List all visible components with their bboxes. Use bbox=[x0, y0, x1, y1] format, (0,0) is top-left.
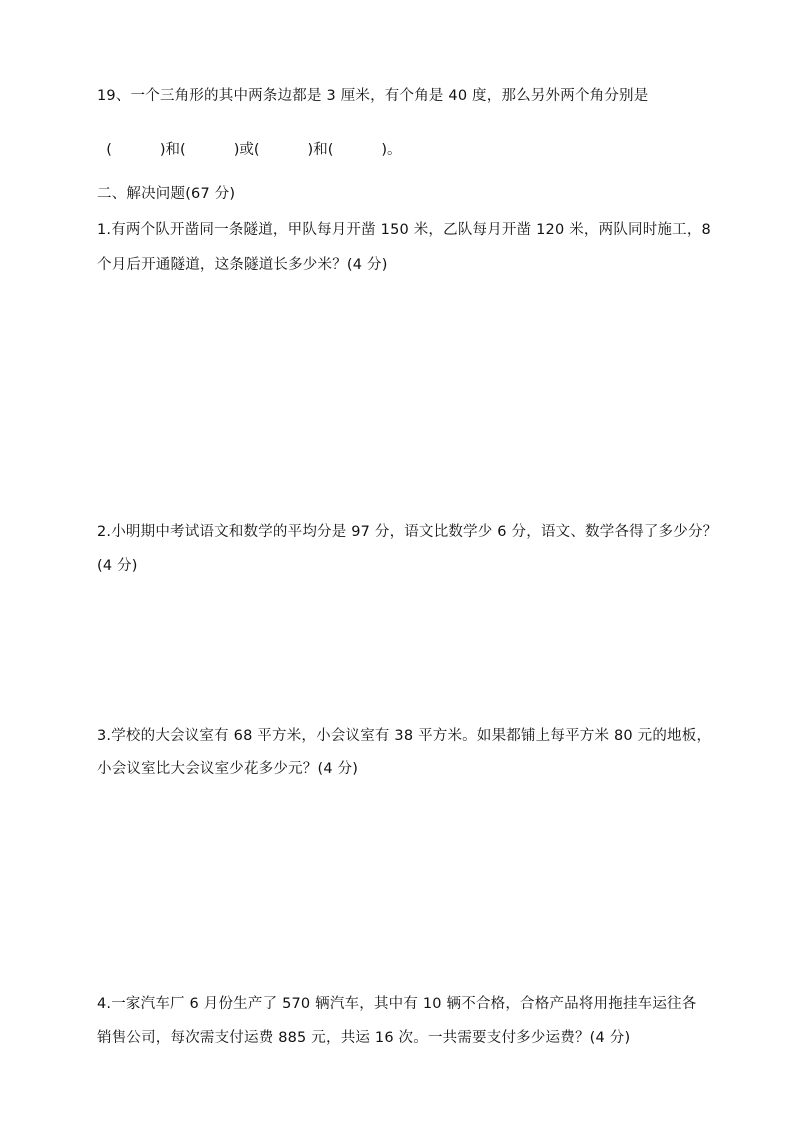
problem-4-line-1: 4.一家汽车厂 6 月份生产了 570 辆汽车，其中有 10 辆不合格，合格产品将用拖挂车运往各 bbox=[97, 996, 697, 1012]
question-19-text: 19、一个三角形的其中两条边都是 3 厘米，有个角是 40 度，那么另外两个角分别是 bbox=[97, 88, 649, 104]
blank-join-he-2: )和( bbox=[307, 142, 334, 158]
blank-join-he-1: )和( bbox=[159, 142, 186, 158]
blank-open: ( bbox=[106, 142, 112, 158]
section-2-heading: 二、解决问题(67 分) bbox=[97, 186, 236, 202]
problem-1-line-1: 1.有两个队开凿同一条隧道，甲队每月开凿 150 米，乙队每月开凿 120 米，两队同时施工，8 bbox=[97, 222, 711, 238]
question-19-answer-blanks bbox=[97, 120, 402, 160]
problem-4-line-2: 销售公司，每次需支付运费 885 元，共运 16 次。一共需要支付多少运费？(4 分) bbox=[97, 1030, 631, 1046]
blank-join-huo: )或( bbox=[233, 142, 260, 158]
problem-2-line-2: (4 分) bbox=[97, 558, 138, 574]
problem-2-line-1: 2.小明期中考试语文和数学的平均分是 97 分，语文比数学少 6 分，语文、数学各得了多少分？ bbox=[97, 524, 718, 540]
problem-3-line-2: 小会议室比大会议室少花多少元？(4 分) bbox=[97, 761, 359, 777]
problem-1-line-2: 个月后开通隧道，这条隧道长多少米？(4 分) bbox=[97, 257, 388, 273]
problem-3-line-1: 3.学校的大会议室有 68 平方米，小会议室有 38 平方米。如果都铺上每平方米 80 元的地板， bbox=[97, 728, 712, 744]
blank-close: )。 bbox=[381, 142, 402, 158]
